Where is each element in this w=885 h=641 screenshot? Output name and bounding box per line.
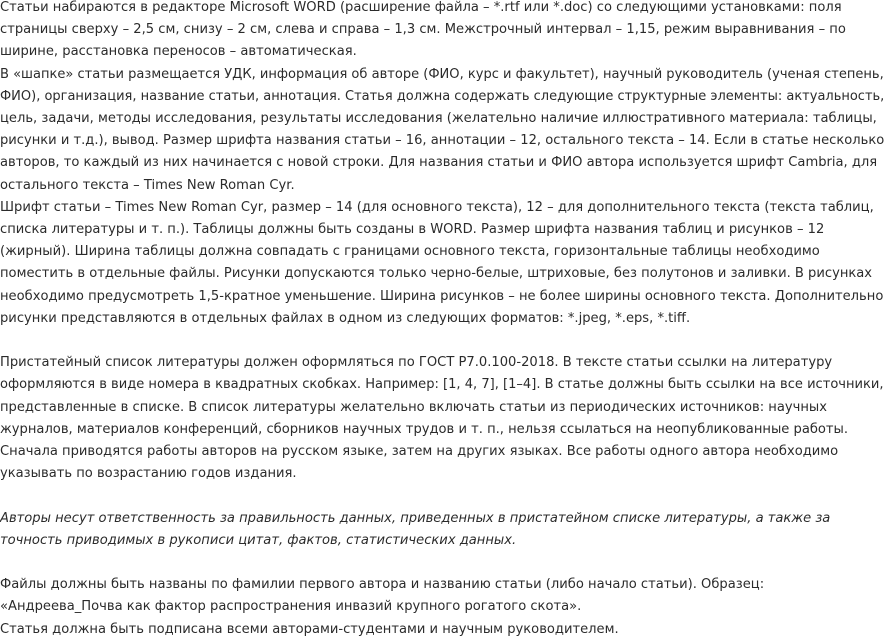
text-line: ФИО), организация, название статьи, аннотация. Статья должна содержать следующие структурные элементы: актуальность, xyxy=(0,88,885,104)
file-naming-paragraph xyxy=(0,574,885,641)
text-line: В «шапке» статьи размещается УДК, информация об авторе (ФИО, курс и факультет), научный руководитель (ученая степень, xyxy=(0,66,884,82)
text-line: цель, задачи, методы исследования, результаты исследования (желательно наличие иллюстративного материала: таблицы, xyxy=(0,111,877,127)
text-line: указывать по возрастанию годов издания. xyxy=(0,466,297,482)
references-paragraph xyxy=(0,352,885,485)
text-line: Сначала приводятся работы авторов на русском языке, затем на других языках. Все работы одного автора необходимо xyxy=(0,444,839,460)
text-line: «Андреева_Почва как фактор распространения инвазий крупного рогатого скота». xyxy=(0,599,582,615)
text-line: рисунки и т.д.), вывод. Размер шрифта названия статьи – 16, аннотации – 12, остального текста – 14. Если в статье несколько xyxy=(0,133,885,149)
text-line: ширине, расстановка переносов – автоматическая. xyxy=(0,44,357,60)
responsibility-note xyxy=(0,508,885,552)
text-line: страницы сверху – 2,5 см, снизу – 2 см, слева и справа – 1,3 см. Межстрочный интервал – 1,15, режим выравнивания – по xyxy=(0,22,846,38)
text-line: (жирный). Ширина таблицы должна совпадать с границами основного текста, горизонтальные таблицы необходимо xyxy=(0,244,820,260)
text-line: рисунки представляются в отдельных файлах в одном из следующих форматов: *.jpeg, *.eps, *.tiff. xyxy=(0,310,691,326)
text-line: Авторы несут ответственность за правильность данных, приведенных в пристатейном списке литературы, а также за xyxy=(0,510,831,526)
text-line: авторов, то каждый из них начинается с новой строки. Для названия статьи и ФИО автора используется шрифт Cambria, для xyxy=(0,155,878,171)
paragraph-spacer xyxy=(0,330,885,352)
text-line: Статьи набираются в редакторе Microsoft WORD (расширение файла – *.rtf или *.doc) со следующими установками: поля xyxy=(0,0,842,15)
text-line: поместить в отдельные файлы. Рисунки допускаются только черно-белые, штриховые, без полутонов и заливки. В рисунках xyxy=(0,266,873,282)
text-line: остального текста – Times New Roman Cyr. xyxy=(0,177,295,193)
text-line: Файлы должны быть названы по фамилии первого автора и названию статьи (либо начало статьи). Образец: xyxy=(0,577,765,593)
text-line: Пристатейный список литературы должен оформляться по ГОСТ Р7.0.100-2018. В тексте статьи ссылки на литературу xyxy=(0,355,833,371)
text-line: представленные в списке. В список литературы желательно включать статьи из периодических источников: научных xyxy=(0,399,828,415)
text-line: списка литературы и т. п.). Таблицы должны быть созданы в WORD. Размер шрифта названия таблиц и рисунков – 12 xyxy=(0,222,825,238)
text-line: Статья должна быть подписана всеми авторами-студентами и научным руководителем. xyxy=(0,621,619,637)
text-line: Шрифт статьи – Times New Roman Cyr, размер – 14 (для основного текста), 12 – для дополнительного текста (текста таблиц, xyxy=(0,199,874,215)
text-line: журналов, материалов конференций, сборников научных трудов и т. п., нельзя ссылаться на неопубликованные работы. xyxy=(0,421,849,437)
text-line: необходимо предусмотреть 1,5-кратное уменьшение. Ширина рисунков – не более ширины основного текста. Дополнительно xyxy=(0,288,884,304)
text-line: оформляются в виде номера в квадратных скобках. Например: [1, 4, 7], [1–4]. В статье должны быть ссылки на все источники, xyxy=(0,377,884,393)
paragraph-spacer xyxy=(0,552,885,574)
paragraph-spacer xyxy=(0,485,885,507)
text-line: точность приводимых в рукописи цитат, фактов, статистических данных. xyxy=(0,532,517,548)
